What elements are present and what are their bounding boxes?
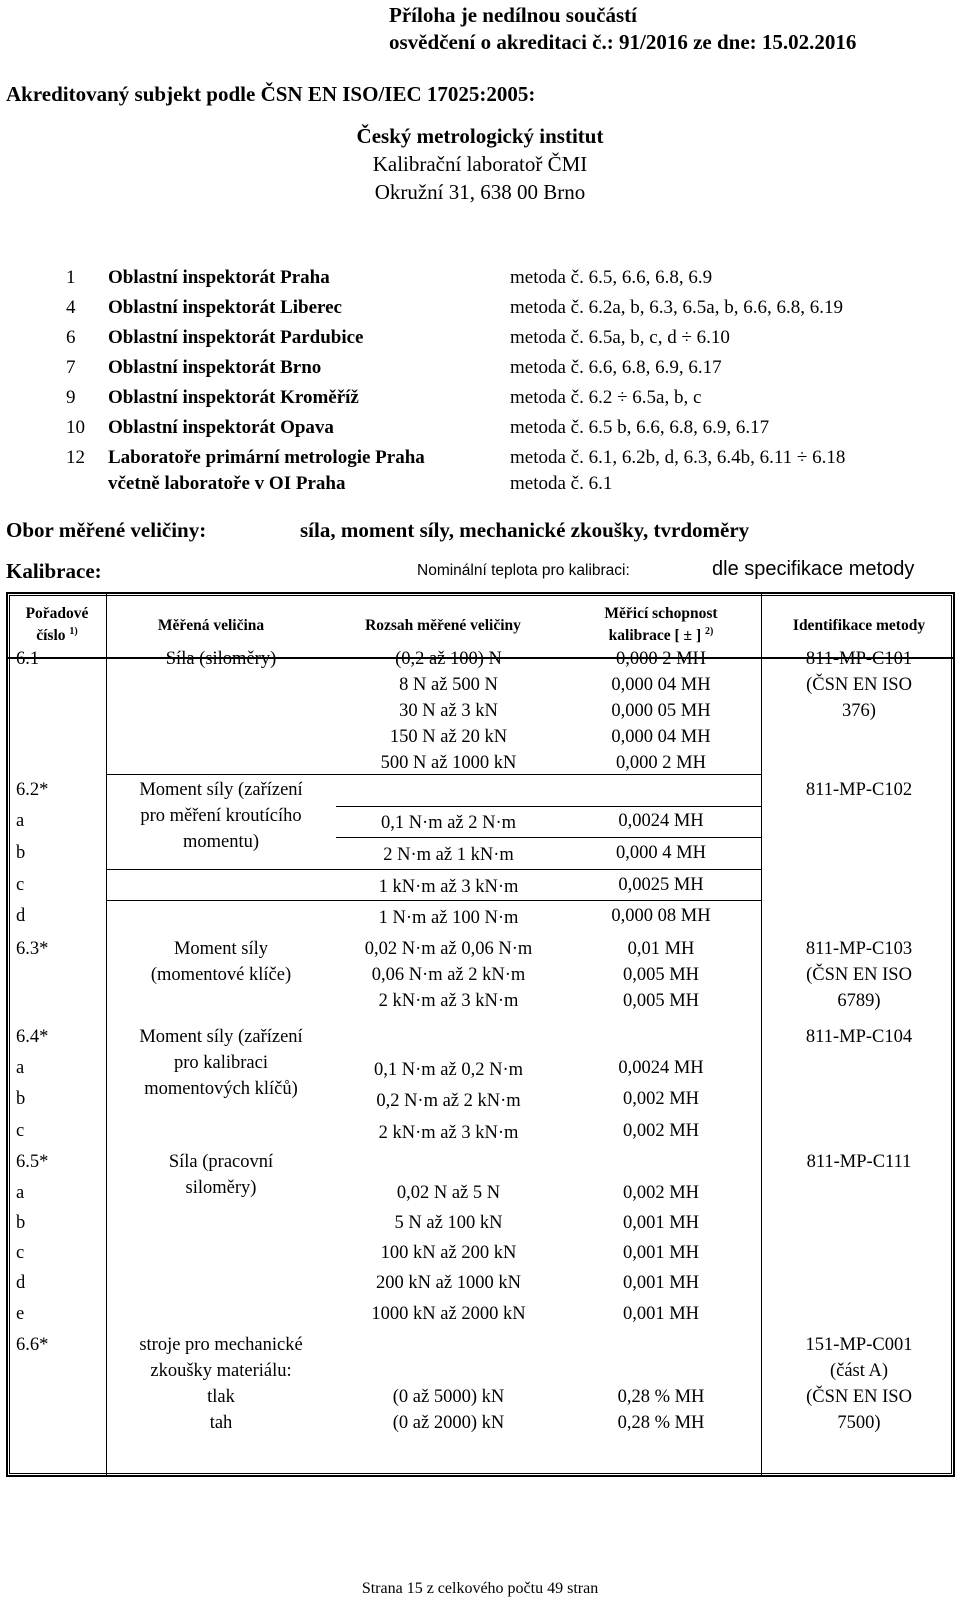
inspectorate-row [66, 353, 946, 383]
capability-value: 0,001 MH [622, 1243, 700, 1263]
capability-cell [561, 936, 761, 1014]
row-num: 6.3* [16, 939, 49, 959]
method-cell [761, 936, 957, 1014]
range-cell [336, 646, 561, 776]
capability-value: 0,28 % MH [617, 1387, 705, 1407]
range-value: 1000 kN až 2000 kN [371, 1304, 526, 1324]
quantity-line: Moment síly (zařízení [139, 780, 303, 800]
capability-value: 0,0024 MH [618, 811, 704, 831]
quantity-line: tah [209, 1413, 233, 1433]
range-value: (0 až 2000) kN [392, 1413, 505, 1433]
inspectorate-num: 10 [66, 417, 85, 438]
row-num: 6.1 [16, 649, 40, 669]
inspectorate-row [66, 293, 946, 323]
sub-letter: c [16, 875, 25, 895]
capability-value: 0,001 MH [622, 1273, 700, 1293]
sub-letter: e [16, 1304, 25, 1324]
range-value: 5 N až 100 kN [394, 1213, 503, 1233]
nominal-temp-label: Nominální teplota pro kalibraci: [417, 562, 630, 579]
inspectorate-methods: metoda č. 6.6, 6.8, 6.9, 6.17 [510, 357, 722, 378]
range-value: 8 N až 500 N [399, 675, 498, 695]
range-value: 0,2 N·m až 2 kN·m [376, 1091, 521, 1111]
quantity-line: momentových klíčů) [144, 1079, 298, 1099]
range-cell [336, 1384, 561, 1436]
quantity-line: siloměry) [185, 1178, 257, 1198]
capability-cell [561, 646, 761, 776]
appendix-line-2: osvědčení o akreditaci č.: 91/2016 ze dne: 15.02.2016 [389, 30, 857, 54]
capability-value: 0,000 05 MH [611, 701, 711, 721]
inspectorate-num: 7 [66, 357, 76, 378]
range-cell [336, 936, 561, 1014]
capability-value: 0,001 MH [622, 1304, 700, 1324]
quantity-line: tlak [207, 1387, 235, 1407]
method-standard: 376) [842, 701, 876, 721]
lab-name: Kalibrační laboratoř ČMI [372, 152, 588, 176]
measured-quantity [106, 777, 336, 855]
inspectorate-name: Oblastní inspektorát Opava [108, 417, 334, 438]
range-value: (0,2 až 100) N [395, 649, 502, 669]
institute-block [0, 122, 960, 206]
row-separator [336, 806, 761, 807]
quantity-line: pro měření kroutícího [140, 806, 302, 826]
method-standard: (část A) [829, 1361, 889, 1381]
quantity-line: Síla (pracovní [168, 1152, 274, 1172]
measured-quantity: Síla (siloměry) [165, 649, 277, 669]
sub-letter: d [16, 1273, 26, 1293]
header-order-line-1: Pořadové [25, 605, 89, 623]
range-value: 0,02 N·m až 0,06 N·m [364, 939, 533, 959]
capability-value: 0,005 MH [622, 965, 700, 985]
range-value: 2 kN·m až 3 kN·m [378, 1123, 519, 1143]
nominal-temp-value: dle specifikace metody [712, 558, 915, 580]
range-value: 0,06 N·m až 2 kN·m [371, 965, 526, 985]
inspectorate-methods: metoda č. 6.2a, b, 6.3, 6.5a, b, 6.6, 6.8, 6.19 [510, 297, 843, 318]
inspectorate-num: 9 [66, 387, 76, 408]
range-value: 0,1 N·m až 2 N·m [380, 813, 517, 833]
row-separator [106, 900, 761, 901]
method-standard: (ČSN EN ISO [806, 675, 912, 695]
inspectorate-name: Oblastní inspektorát Praha [108, 267, 330, 288]
method-standard: 7500) [837, 1413, 881, 1433]
capability-value: 0,000 2 MH [616, 753, 706, 773]
inspectorate-row [66, 413, 946, 443]
range-value: 500 N až 1000 kN [380, 753, 517, 773]
quantity-line: zkoušky materiálu: [150, 1361, 292, 1381]
measured-quantity [106, 936, 336, 988]
appendix-header [389, 2, 856, 56]
capability-value: 0,000 04 MH [611, 675, 711, 695]
inspectorate-methods: metoda č. 6.5 b, 6.6, 6.8, 6.9, 6.17 [510, 417, 770, 438]
inspectorate-name: Oblastní inspektorát Liberec [108, 297, 342, 318]
capability-value: 0,002 MH [622, 1183, 700, 1203]
measured-quantity [106, 1024, 336, 1102]
inspectorate-methods: metoda č. 6.5, 6.6, 6.8, 6.9 [510, 267, 713, 288]
method-standard: (ČSN EN ISO [806, 1387, 912, 1407]
range-value: 200 kN až 1000 kN [376, 1273, 521, 1293]
sub-letter: c [16, 1243, 25, 1263]
method-cell [761, 646, 957, 724]
inspectorate-methods-2: metoda č. 6.1 [510, 473, 613, 494]
range-value: 30 N až 3 kN [399, 701, 498, 721]
range-value: (0 až 5000) kN [392, 1387, 505, 1407]
method-id: 811-MP-C102 [805, 780, 913, 800]
accredited-subject: Akreditovaný subjekt podle ČSN EN ISO/IEC 17025:2005: [6, 82, 536, 106]
capability-value: 0,0025 MH [618, 875, 704, 895]
capability-value: 0,002 MH [622, 1089, 700, 1109]
footnote-ref-2: 2) [704, 626, 714, 638]
method-id: 811-MP-C101 [805, 649, 913, 669]
institute-address: Okružní 31, 638 00 Brno [374, 180, 586, 204]
sub-letter: a [16, 811, 25, 831]
sub-letter: b [16, 1089, 26, 1109]
inspectorate-methods: metoda č. 6.2 ÷ 6.5a, b, c [510, 387, 702, 408]
header-capability-line-1: Měřicí schopnost [604, 605, 718, 623]
header-method: Identifikace metody [792, 616, 926, 634]
capability-value: 0,01 MH [627, 939, 695, 959]
sub-letter: a [16, 1058, 25, 1078]
row-num: 6.5* [16, 1152, 49, 1172]
sub-letter: c [16, 1121, 25, 1141]
header-quantity: Měřená veličina [157, 616, 265, 634]
measured-quantity [106, 1149, 336, 1201]
row-num: 6.4* [16, 1027, 49, 1047]
inspectorate-num: 1 [66, 267, 76, 288]
range-value: 1 N·m až 100 N·m [378, 908, 519, 928]
method-id: 151-MP-C001 [805, 1335, 913, 1355]
sub-letter: a [16, 1183, 25, 1203]
capability-value: 0,000 04 MH [611, 727, 711, 747]
sub-letter: b [16, 843, 26, 863]
quantity-line: stroje pro mechanické [139, 1335, 303, 1355]
inspectorate-row [66, 383, 946, 413]
capability-value: 0,001 MH [622, 1213, 700, 1233]
header-capability-line-2: kalibrace [ ± ] [608, 627, 702, 645]
inspectorate-name: Laboratoře primární metrologie Praha [108, 447, 425, 468]
range-value: 0,02 N až 5 N [396, 1183, 501, 1203]
row-separator [336, 837, 761, 838]
page-footer: Strana 15 z celkového počtu 49 stran [361, 1580, 599, 1597]
method-cell [761, 1332, 957, 1436]
quantity-line: Moment síly (zařízení [139, 1027, 303, 1047]
measured-quantity [106, 1332, 336, 1436]
quantity-line: momentu) [182, 832, 260, 852]
sub-letter: d [16, 906, 26, 926]
sub-letter: b [16, 1213, 26, 1233]
inspectorate-name-2: včetně laboratoře v OI Praha [108, 473, 346, 494]
inspectorate-num: 6 [66, 327, 76, 348]
range-value: 1 kN·m až 3 kN·m [378, 877, 519, 897]
calibration-label: Kalibrace: [6, 559, 102, 583]
inspectorate-row [66, 323, 946, 353]
capability-cell [561, 1384, 761, 1436]
range-value: 100 kN až 200 kN [380, 1243, 517, 1263]
row-num: 6.2* [16, 780, 49, 800]
header-range: Rozsah měřené veličiny [365, 616, 521, 634]
capability-value: 0,002 MH [622, 1121, 700, 1141]
header-order-line-2: číslo [36, 627, 66, 645]
capability-value: 0,0024 MH [618, 1058, 704, 1078]
quantity-line: (momentové klíče) [150, 965, 292, 985]
method-id: 811-MP-C111 [806, 1152, 912, 1172]
range-value: 150 N až 20 kN [389, 727, 508, 747]
range-value: 2 kN·m až 3 kN·m [378, 991, 519, 1011]
range-value: 0,1 N·m až 0,2 N·m [374, 1060, 523, 1080]
capability-value: 0,000 4 MH [616, 843, 706, 863]
inspectorate-name: Oblastní inspektorát Brno [108, 357, 322, 378]
quantity-line: pro kalibraci [174, 1053, 268, 1073]
inspectorate-num: 12 [66, 447, 85, 468]
inspectorate-list [66, 263, 946, 497]
appendix-line-1: Příloha je nedílnou součástí [389, 3, 637, 27]
method-id: 811-MP-C104 [805, 1027, 913, 1047]
row-separator [106, 869, 761, 870]
quantity-line: Moment síly [173, 939, 269, 959]
method-id: 811-MP-C103 [805, 939, 913, 959]
inspectorate-row [66, 443, 946, 497]
inspectorate-name: Oblastní inspektorát Kroměříž [108, 387, 359, 408]
method-standard: 6789) [837, 991, 881, 1011]
capability-value: 0,005 MH [622, 991, 700, 1011]
calibration-table [6, 592, 955, 1477]
field-value: síla, moment síly, mechanické zkoušky, tvrdoměry [300, 518, 750, 542]
inspectorate-methods: metoda č. 6.1, 6.2b, d, 6.3, 6.4b, 6.11 ÷ 6.18 [510, 447, 846, 468]
inspectorate-methods: metoda č. 6.5a, b, c, d ÷ 6.10 [510, 327, 730, 348]
method-standard: (ČSN EN ISO [806, 965, 912, 985]
footnote-ref-1: 1) [69, 626, 78, 638]
capability-value: 0,28 % MH [617, 1413, 705, 1433]
inspectorate-num: 4 [66, 297, 76, 318]
inspectorate-name: Oblastní inspektorát Pardubice [108, 327, 364, 348]
capability-value: 0,000 08 MH [611, 906, 711, 926]
row-num: 6.6* [16, 1335, 49, 1355]
field-label: Obor měřené veličiny: [6, 518, 207, 542]
inspectorate-row [66, 263, 946, 293]
institute-name: Český metrologický institut [356, 124, 604, 148]
capability-value: 0,000 2 MH [616, 649, 706, 669]
range-value: 2 N·m až 1 kN·m [383, 845, 514, 865]
